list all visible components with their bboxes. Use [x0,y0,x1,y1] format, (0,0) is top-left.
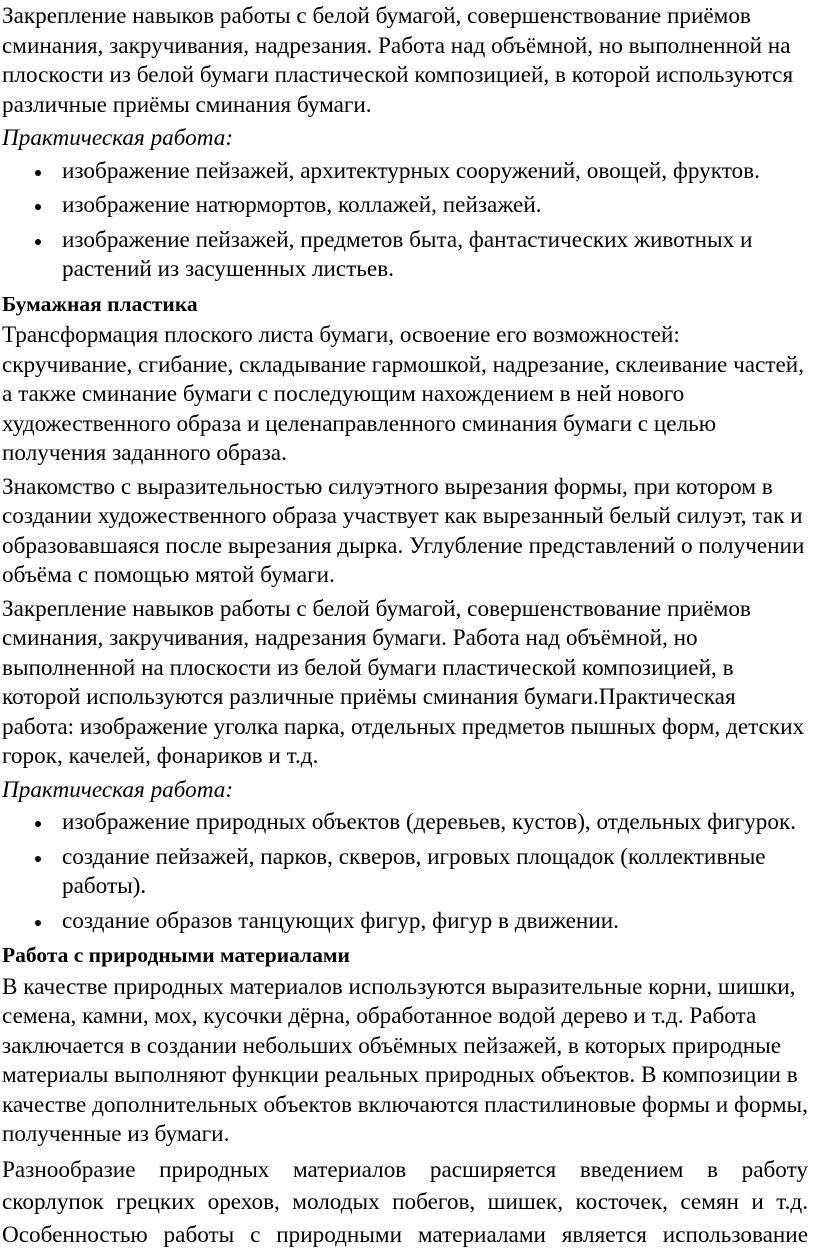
paragraph: Разнообразие природных материалов расширяется введением в работу скорлупок грецких орехов, молодых побегов, шишек, косточек, семян и т.д. Особенностью работы с природными материалами является использование [2,1154,808,1251]
section-heading: Работа с природными материалами [2,941,808,971]
paragraph: В качестве природных материалов используются выразительные корни, шишки, семена, камни, мох, кусочки дёрна, обработанное водой дерево и т.д. Работа заключается в создании небольших объёмных пейзажей, в которых природные материалы выполняют функции реальных природных объектов. В композиции в качестве дополнительных объектов включаются пластилиновые формы и формы, полученные из бумаги. [2,973,808,1150]
bullet-list [2,808,808,936]
paragraph: Закрепление навыков работы с белой бумагой, совершенствование приёмов сминания, закручивания, надрезания. Работа над объёмной, но выполненной на плоскости из белой бумаги пластической композицией, в которой используются различные приёмы сминания бумаги. [2,2,808,120]
paragraph: Закрепление навыков работы с белой бумагой, совершенствование приёмов сминания, закручивания, надрезания бумаги. Работа над объёмной, но выполненной на плоскости из белой бумаги пластической композицией, в которой используются различные приёмы сминания бумаги.Практическая работа: изображение уголка парка, отдельных предметов пышных форм, детских горок, качелей, фонариков и т.д. [2,595,808,772]
practical-work-label: Практическая работа: [2,124,808,154]
list-item: создание пейзажей, парков, скверов, игровых площадок (коллективные работы). [62,843,808,902]
paragraph: Трансформация плоского листа бумаги, освоение его возможностей: скручивание, сгибание, складывание гармошкой, надрезание, склеивание частей, а также сминание бумаги с последующим нахождением в ней нового художественного образа и целенаправленного сминания бумаги с целью получения заданного образа. [2,321,808,469]
paragraph: Знакомство с выразительностью силуэтного вырезания формы, при котором в создании художественного образа участвует как вырезанный белый силуэт, так и образовавшаяся после вырезания дырка. Углубление представлений о получении объёма с помощью мятой бумаги. [2,473,808,591]
bullet-list [2,157,808,285]
list-item: изображение пейзажей, архитектурных сооружений, овощей, фруктов. [62,157,808,187]
list-item: изображение натюрмортов, коллажей, пейзажей. [62,191,808,221]
practical-work-label: Практическая работа: [2,776,808,806]
list-item: изображение природных объектов (деревьев, кустов), отдельных фигурок. [62,808,808,838]
list-item: создание образов танцующих фигур, фигур в движении. [62,907,808,937]
list-item: изображение пейзажей, предметов быта, фантастических животных и растений из засушенных листьев. [62,226,808,285]
section-heading: Бумажная пластика [2,290,808,320]
